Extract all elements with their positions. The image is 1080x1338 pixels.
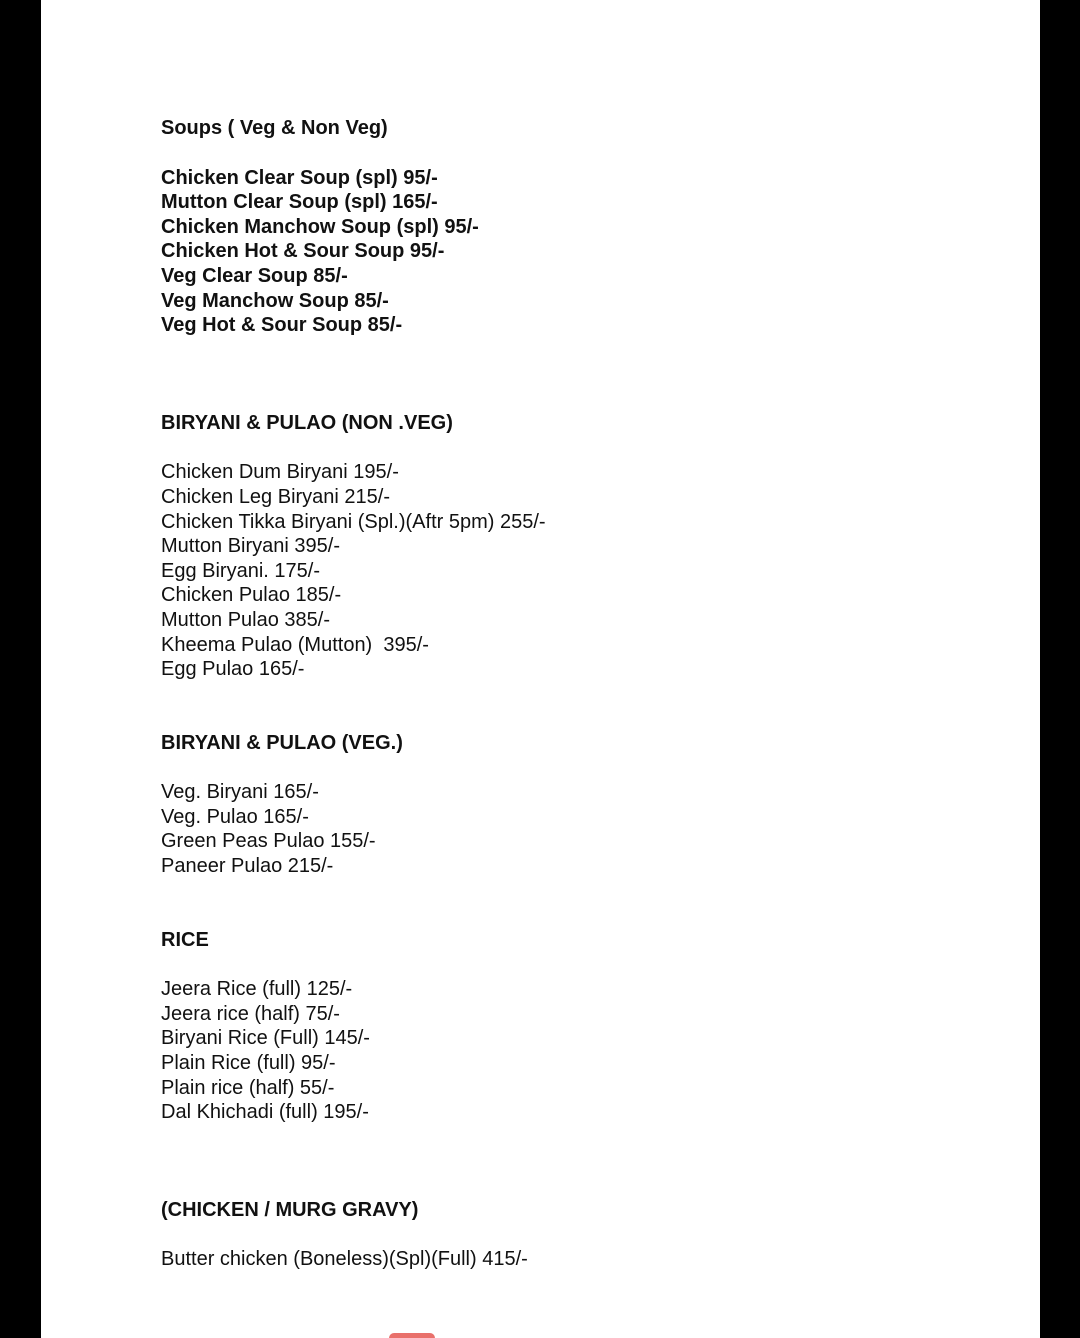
- menu-list-rice: [161, 977, 1001, 1125]
- section-biryani-nonveg: [161, 411, 1001, 682]
- menu-item: Mutton Biryani 395/-: [161, 535, 340, 558]
- menu-item: Chicken Dum Biryani 195/-: [161, 461, 399, 484]
- menu-item: Veg Manchow Soup 85/-: [161, 289, 389, 312]
- menu-item: Jeera rice (half) 75/-: [161, 1002, 340, 1025]
- menu-item: Jeera Rice (full) 125/-: [161, 978, 353, 1001]
- menu-item: Chicken Hot & Sour Soup 95/-: [161, 240, 445, 263]
- menu-item: Egg Pulao 165/-: [161, 658, 305, 681]
- menu-item: Egg Biryani. 175/-: [161, 559, 320, 582]
- section-title-rice: RICE: [161, 928, 209, 951]
- menu-item: Kheema Pulao (Mutton) 395/-: [161, 633, 429, 656]
- menu-content: [161, 116, 1001, 1272]
- section-title-soups: Soups ( Veg & Non Veg): [161, 117, 388, 139]
- menu-item: Green Peas Pulao 155/-: [161, 830, 376, 853]
- menu-item: Biryani Rice (Full) 145/-: [161, 1027, 370, 1050]
- section-title-biryani-nonveg: BIRYANI & PULAO (NON .VEG): [161, 411, 453, 434]
- menu-item: Plain Rice (full) 95/-: [161, 1052, 336, 1075]
- menu-list-biryani-veg: [161, 780, 1001, 878]
- menu-item: Paneer Pulao 215/-: [161, 855, 334, 878]
- menu-item: Veg. Pulao 165/-: [161, 805, 309, 828]
- menu-list-chicken-gravy: [161, 1247, 1001, 1272]
- menu-item: Dal Khichadi (full) 195/-: [161, 1101, 369, 1124]
- menu-item: Chicken Pulao 185/-: [161, 584, 342, 607]
- section-rice: [161, 928, 1001, 1125]
- section-chicken-gravy: [161, 1198, 1001, 1272]
- menu-item: Butter chicken (Boneless)(Spl)(Full) 415/-: [161, 1248, 528, 1271]
- menu-list-biryani-nonveg: [161, 460, 1001, 681]
- menu-item: Veg Clear Soup 85/-: [161, 264, 348, 287]
- menu-list-soups: [161, 166, 1001, 338]
- bottom-tab-indicator[interactable]: [389, 1333, 435, 1338]
- menu-item: Mutton Pulao 385/-: [161, 608, 330, 631]
- section-soups: [161, 116, 1001, 338]
- menu-item: Veg. Biryani 165/-: [161, 781, 319, 804]
- menu-page: [41, 0, 1040, 1338]
- section-title-chicken-gravy: (CHICKEN / MURG GRAVY): [161, 1198, 419, 1221]
- menu-item: Chicken Clear Soup (spl) 95/-: [161, 166, 438, 189]
- section-biryani-veg: [161, 731, 1001, 879]
- menu-item: Chicken Manchow Soup (spl) 95/-: [161, 215, 479, 238]
- menu-item: Chicken Tikka Biryani (Spl.)(Aftr 5pm) 255/-: [161, 510, 546, 533]
- menu-item: Mutton Clear Soup (spl) 165/-: [161, 191, 438, 214]
- menu-item: Chicken Leg Biryani 215/-: [161, 485, 391, 508]
- section-title-biryani-veg: BIRYANI & PULAO (VEG.): [161, 731, 403, 754]
- menu-item: Veg Hot & Sour Soup 85/-: [161, 314, 403, 337]
- menu-item: Plain rice (half) 55/-: [161, 1076, 335, 1099]
